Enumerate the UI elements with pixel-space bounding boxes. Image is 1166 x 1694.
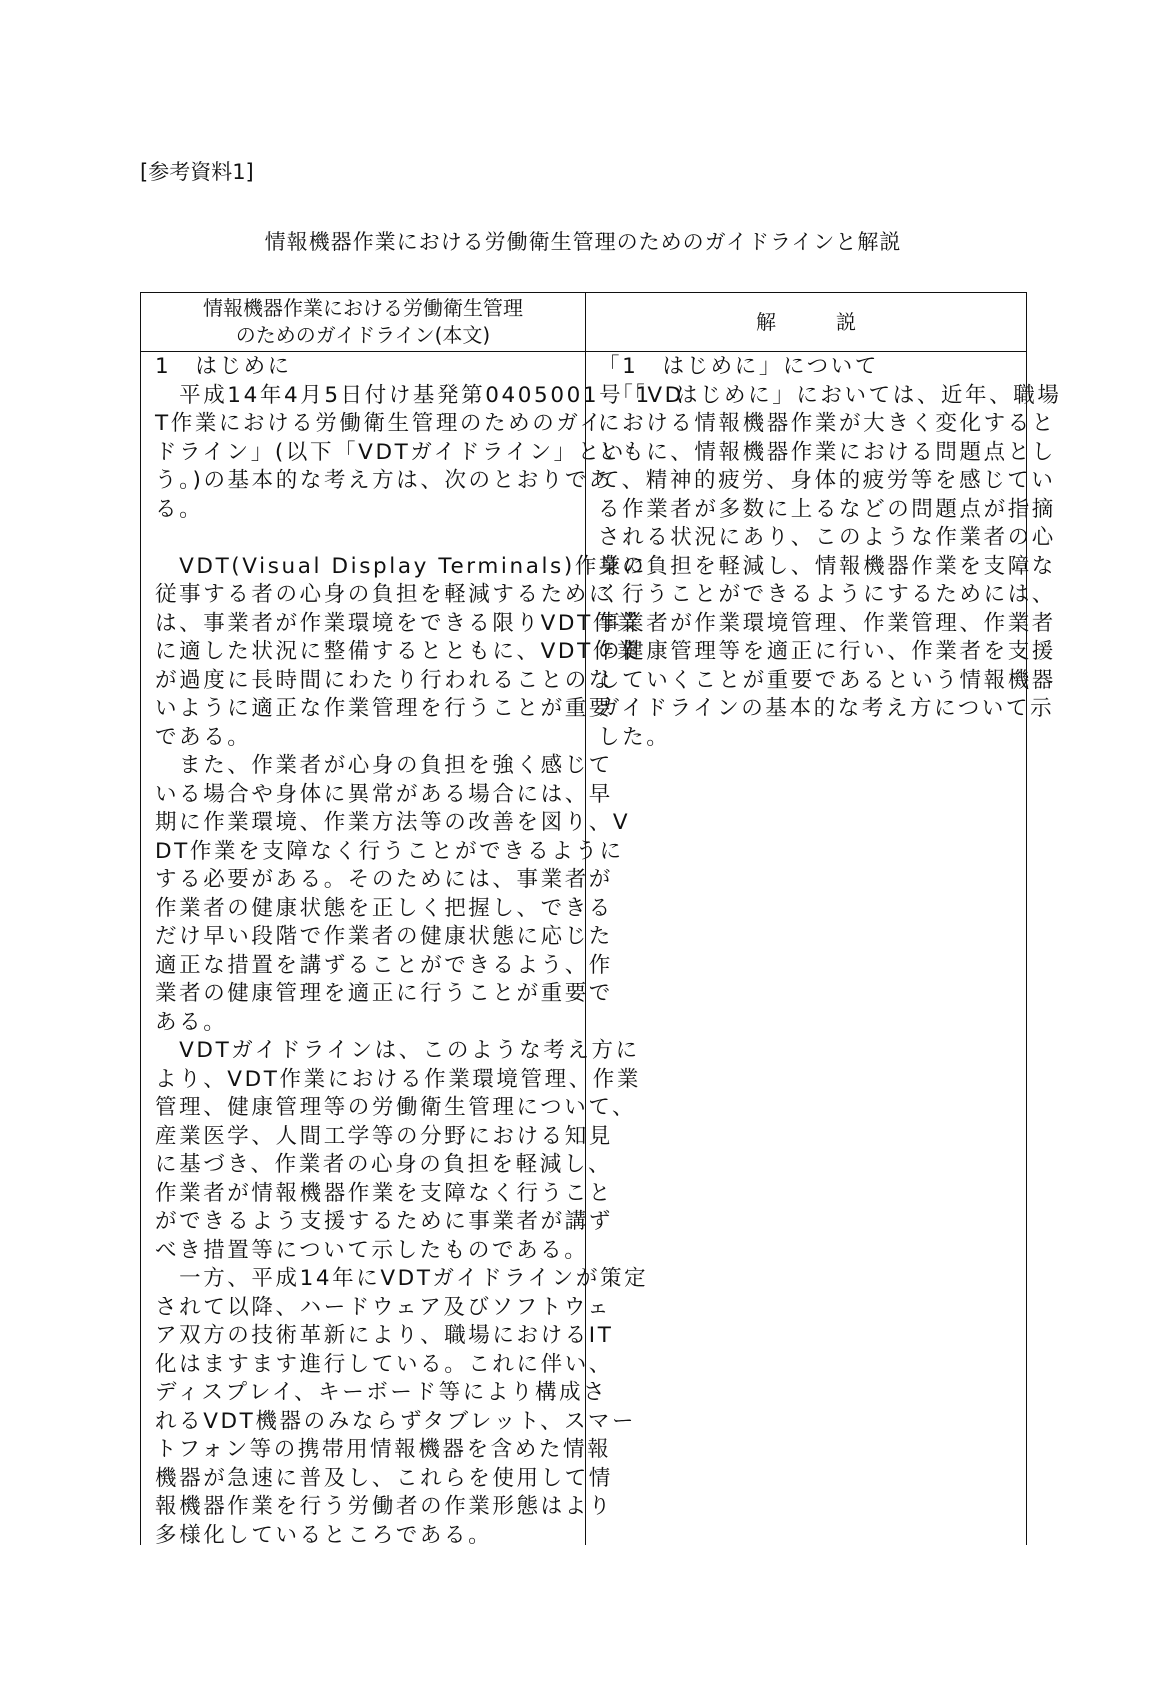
- text-line: T作業における労働衛生管理のためのガイ: [155, 411, 604, 436]
- text-line: 管理、健康管理等の労働衛生管理について、: [155, 1095, 637, 1120]
- text-line: 「1 はじめに」においては、近年、職場: [598, 382, 1062, 408]
- text-line: いように適正な作業管理を行うことが重要: [155, 696, 613, 721]
- text-line: く行うことができるようにするためには、: [598, 582, 1056, 607]
- text-line: 業者の健康管理を適正に行うことが重要で: [155, 981, 613, 1006]
- header-line: のためのガイドライン(本文): [235, 323, 491, 347]
- text-line: ディスプレイ、キーボード等により構成さ: [155, 1380, 608, 1405]
- text-line: 平成14年4月5日付け基発第0405001号「VD: [155, 382, 684, 408]
- text-line: 作業者が情報機器作業を支障なく行うこと: [155, 1180, 613, 1206]
- text-line: いる場合や身体に異常がある場合には、早: [155, 781, 613, 807]
- text-line: DT作業を支障なく行うことができるように: [155, 838, 624, 864]
- text-line: に適した状況に整備するとともに、VDT作業: [155, 639, 641, 664]
- text-line: 報機器作業を行う労働者の作業形態はより: [155, 1494, 613, 1519]
- text-line: 化はますます進行している。これに伴い、: [155, 1351, 613, 1377]
- text-line: 産業医学、人間工学等の分野における知見: [155, 1123, 613, 1149]
- text-line: 作業者の健康状態を正しく把握し、できる: [155, 895, 613, 921]
- text-line: した。: [598, 724, 671, 750]
- text-line: また、作業者が心身の負担を強く感じて: [155, 753, 613, 778]
- text-line: されて以降、ハードウェア及びソフトウェ: [155, 1294, 612, 1320]
- text-line: る作業者が多数に上るなどの問題点が指摘: [598, 496, 1056, 522]
- text-line: て、精神的疲労、身体的疲労等を感じてい: [598, 468, 1056, 493]
- header-commentary: [585, 293, 1027, 351]
- text-line: 従事する者の心身の負担を軽減するために: [155, 582, 613, 607]
- text-line: ガイドラインの基本的な考え方について示: [598, 696, 1055, 721]
- text-line: 機器が急速に普及し、これらを使用して情: [155, 1465, 613, 1491]
- text-line: に基づき、作業者の心身の負担を軽減し、: [155, 1152, 613, 1177]
- text-line: が過度に長時間にわたり行われることのな: [155, 667, 613, 693]
- header-guideline-text: [141, 293, 585, 351]
- text-line: 事業者が作業環境管理、作業管理、作業者: [598, 610, 1056, 636]
- text-line: の健康管理等を適正に行い、作業者を支援: [598, 639, 1056, 664]
- document-title: 情報機器作業における労働衛生管理のためのガイドラインと解説: [264, 230, 902, 254]
- text-line: 身の負担を軽減し、情報機器作業を支障な: [598, 553, 1056, 579]
- text-line: 多様化しているところである。: [155, 1522, 493, 1548]
- header-line: 情報機器作業における労働衛生管理: [203, 296, 523, 320]
- text-line: VDTガイドラインは、このような考え方に: [155, 1038, 640, 1063]
- text-line: である。: [155, 724, 252, 750]
- header-divider: [141, 351, 1026, 352]
- text-line: 「1 はじめに」について: [598, 354, 879, 379]
- reference-label: [参考資料1]: [140, 160, 254, 184]
- text-line: は、事業者が作業環境をできる限りVDT作業: [155, 610, 641, 636]
- text-line: における情報機器作業が大きく変化すると: [598, 411, 1056, 436]
- text-line: より、VDT作業における作業環境管理、作業: [155, 1066, 641, 1092]
- text-line: トフォン等の携帯用情報機器を含めた情報: [155, 1437, 612, 1462]
- text-line: る。: [155, 496, 204, 522]
- text-line: ある。: [155, 1009, 228, 1035]
- text-line: だけ早い段階で作業者の健康状態に応じた: [155, 924, 613, 949]
- text-line: 適正な措置を講ずることができるよう、作: [155, 952, 613, 978]
- text-line: 1 はじめに: [155, 354, 292, 379]
- text-line: 期に作業環境、作業方法等の改善を図り、V: [155, 810, 631, 835]
- text-line: れるVDT機器のみならずタブレット、スマー: [155, 1408, 637, 1434]
- text-line: される状況にあり、このような作業者の心: [598, 525, 1056, 550]
- text-line: ドライン」(以下「VDTガイドライン」とい: [155, 439, 626, 465]
- text-line: ができるよう支援するために事業者が講ず: [155, 1209, 613, 1234]
- text-line: ともに、情報機器作業における問題点とし: [598, 439, 1056, 465]
- text-line: VDT(Visual Display Terminals)作業に: [155, 553, 648, 579]
- guideline-table: [140, 292, 1062, 1548]
- text-line: していくことが重要であるという情報機器: [598, 667, 1056, 693]
- text-line: ア双方の技術革新により、職場におけるIT: [155, 1323, 614, 1348]
- text-line: う。)の基本的な考え方は、次のとおりであ: [155, 468, 614, 493]
- text-line: べき措置等について示したものである。: [155, 1237, 589, 1263]
- text-line: 一方、平成14年にVDTガイドラインが策定: [155, 1266, 649, 1291]
- header-commentary-label: 解 説: [756, 309, 856, 334]
- text-line: する必要がある。そのためには、事業者が: [155, 867, 613, 892]
- commentary-body-column: [598, 353, 1061, 752]
